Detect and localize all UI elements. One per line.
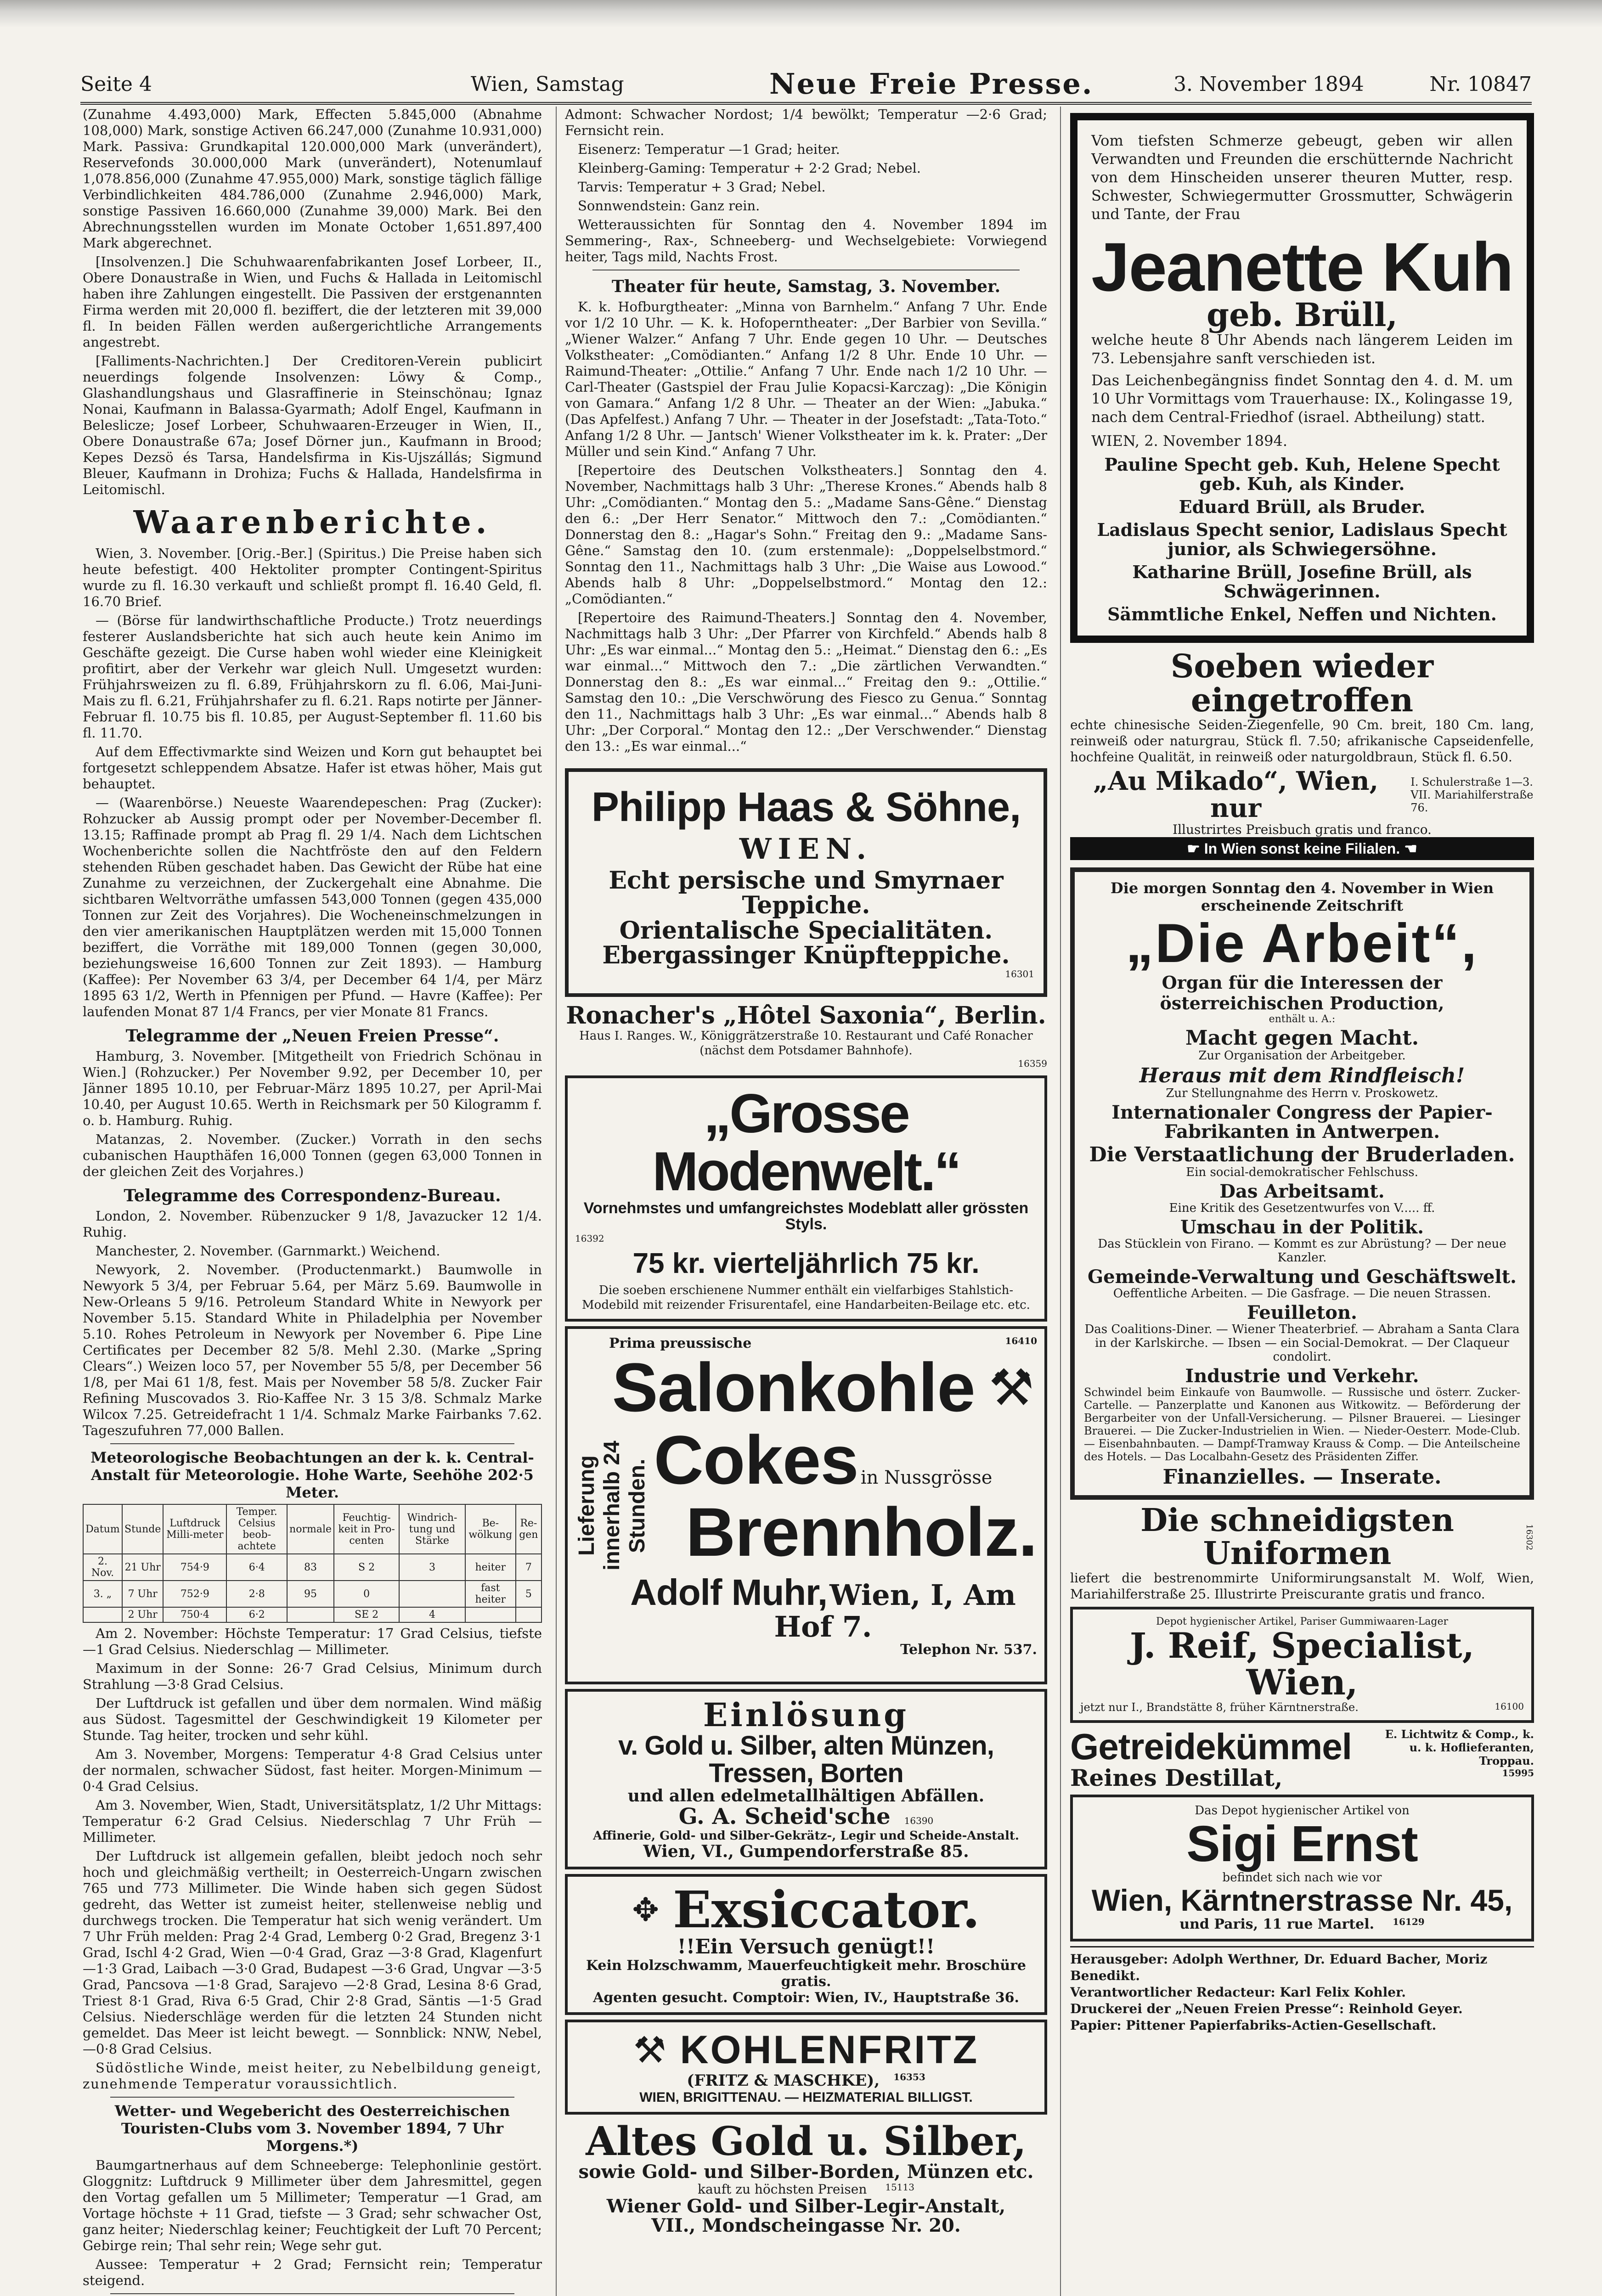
meteo-cell: 0 [334, 1581, 399, 1607]
meteo-row [83, 1554, 542, 1581]
death-family: Pauline Specht geb. Kuh, Helene Specht geb. Kuh, als Kinder. [1104, 454, 1500, 494]
death-name: Jeanette Kuh [1091, 228, 1513, 305]
page-number: Seite 4 [80, 73, 152, 96]
meteo-cell: 7 Uhr [122, 1581, 163, 1607]
hammers-icon: ⚒ [988, 1358, 1034, 1417]
ad-getr-title: Getreidekümmel [1070, 1726, 1352, 1767]
ad-ex-sub: !!Ein Versuch genügt!! [677, 1935, 935, 1958]
death-family: Eduard Brüll, als Bruder. [1179, 496, 1426, 517]
meteo-cell [399, 1581, 465, 1607]
ad-code: 16302 [1524, 1524, 1534, 1551]
column-2 [565, 107, 1047, 2296]
crest-icon: ✥ [632, 1891, 659, 1929]
ad-getreidekuemmel [1070, 1728, 1534, 1790]
ad-kohle-addr: Wien, I, Am Hof 7. [774, 1578, 1016, 1643]
ad-arb-item-sub: Eine Kritik des Gesetzentwurfes von V..... ff. [1169, 1201, 1435, 1216]
ad-arb-enth: enthält u. A.: [1269, 1013, 1336, 1025]
meteo-header-cell: Luftdruck Milli-meter [163, 1504, 226, 1554]
ad-kohle-firm: Adolf Muhr, [630, 1571, 828, 1613]
imprint-line: Druckerei der „Neuen Freien Presse“: Reinhold Geyer. [1070, 2001, 1463, 2017]
meteo-paragraph: Der Luftdruck ist allgemein gefallen, bleibt jedoch noch sehr hoch und gleichmäßig vertheilt; in Oesterreich-Ungarn zwischen 765 und 773 Millimeter. Die Winde haben sich gegen Südost gedreht, das Wetter ist zumeist heiter, stellenweise neblig und durchwegs trocken. Die Temperatur hat sich wenig verändert. Um 7 Uhr Früh melden: Prag 2·4 Grad, Lemberg 0·2 Grad, Bregenz 3·1 Grad, Ischl 4·2 Grad, Wien —0·4 Grad, Graz —3·8 Grad, Klagenfurt —1·3 Grad, Laibach —3·0 Grad, Budapest —3·6 Grad, Ungvar —3·5 Grad, Pancsova —1·8 Grad, Sarajevo —2·8 Grad, Lesina 8·6 Grad, Triest 8·1 Grad, Riva 6·5 Grad, Chir 2·8 Grad, Säntis —1·5 Grad Celsius. Niederschläge werden für die letzten 24 Stunden nicht gemeldet. Das Meer ist leicht bewegt. — Sonnblick: NNW, Nebel, —0·8 Grad Celsius. [83, 1848, 542, 2057]
meteo-cell: 95 [287, 1581, 334, 1607]
ad-sigi-ernst [1070, 1795, 1534, 1941]
waren-paragraph: Auf dem Effectivmarkte sind Weizen und Korn gut behauptet bei fortgesetzt schleppendem Absatze. Hafer ist etwas höher, Mais gut behauptet. [83, 744, 542, 792]
ad-kohle-side: Lieferung innerhalb 24 Stunden. [575, 1441, 649, 1571]
ad-modenwelt-sub: Vornehmstes und umfangreichstes Modeblatt aller grössten Styls. [583, 1199, 1029, 1233]
ad-getr-right: E. Lichtwitz & Comp., k. u. k. Hoflieferanten, Troppau. [1385, 1727, 1534, 1767]
meteo-cell: 750·4 [163, 1607, 226, 1622]
ad-ag-l4: VII., Mondscheingasse Nr. 20. [651, 2215, 961, 2237]
section-title-waren: Waarenberichte. [133, 504, 491, 541]
ad-haas-line: Echt persische und Smyrnaer Teppiche. [609, 866, 1004, 920]
ad-ag-title: Altes Gold u. Silber, [586, 2118, 1027, 2165]
corr-paragraph: Manchester, 2. November. (Garnmarkt.) Weichend. [96, 1243, 440, 1259]
ad-arb-item: Finanzielles. — Inserate. [1162, 1465, 1442, 1489]
ad-arb-title: „Die Arbeit“, [1126, 912, 1478, 974]
ad-uni-title: Die schneidigsten Uniformen [1140, 1502, 1454, 1572]
death-notice [1070, 113, 1534, 643]
meteo-cell: 5 [516, 1581, 542, 1607]
ad-ein-addr: Wien, VI., Gumpendorferstraße 85. [643, 1841, 969, 1861]
ad-modenwelt-note: Die soeben erschienene Nummer enthält ein vielfarbiges Stahlstich-Modebild mit reizender Frisurentafel, eine Handarbeiten-Beilage etc. etc. [582, 1283, 1030, 1312]
ad-haas-city: WIEN. [739, 832, 873, 866]
ad-getr-sub: Reines Destillat, [1070, 1764, 1283, 1791]
ad-ronacher-title: Ronacher's „Hôtel Saxonia“, Berlin. [566, 1001, 1046, 1030]
death-family: Katharine Brüll, Josefine Brüll, als Schwägerinnen. [1132, 562, 1472, 602]
ad-uni-text: liefert die bestrenommirte Uniformirungsanstalt M. Wolf, Wien, Mariahilferstraße 25. Illustrirte Preiscurante gratis und franco. [1070, 1570, 1534, 1602]
ad-reif-addr: jetzt nur I., Brandstätte 8, früher Kärntnerstraße. [1080, 1700, 1359, 1714]
corr-paragraph: Newyork, 2. November. (Productenmarkt.) Baumwolle in Newyork 5 3/4, per Februar 5.64, per März 5.69. Baumwolle in New-Orleans 5 9/16. Petroleum Standard White in Newyork per November 5.15. Standard White in Philadelphia per November 5.10. Rohes Petroleum in Newyork per November 6. Pipe Line Certificates per December 82 5/8. Mehl 2.30. (Marke „Spring Clears“.) Weizen loco 57, per November 55 5/8, per December 56 1/8, per Mai 61 1/8, fest. Mais per November 58 5/8. Zucker Fair Refining Muscovados 3. Rio-Kaffee Nr. 3 15 3/8. Schmalz Marke Wilcox 7.25. Getreidefracht 1 1/4. Schmalz Marke Fairbanks 7.62. Tageszufuhren 77,000 Ballen. [83, 1262, 542, 1438]
meteo-forecast: Südöstliche Winde, meist heiter, zu Nebelbildung geneigt, zunehmende Temperatur voraussichtlich. [83, 2060, 542, 2092]
ad-arb-item: Feuilleton. [1247, 1302, 1357, 1324]
waren-paragraph: — (Waarenbörse.) Neueste Waarendepeschen: Prag (Zucker): Rohzucker ab Aussig prompt oder per November-December fl. 13.15; Raffinade prompt ab Prag fl. 29 1/4. Nach dem Lichtschen Wochenberichte sollen die Nachtfröste den auf den Feldern stehenden Rüben geschadet haben. Das Gewicht der Rübe hat eine Zunahme zu verzeichnen, der Zuckergehalt eine Abnahme. Die sichtbaren Weltvorräthe umfassen 543,000 Tonnen (gegen 435,000 Tonnen zur Zeit des Vorjahres). Die Wocheneinschmelzungen in den vier amerikanischen Hauptplätzen werden mit 15,000 Tonnen beziffert, die Vorräthe mit 189,000 Tonnen (gegen 30,000, beziehungsweise 16,600 Tonnen zur Zeit 1893). — Hamburg (Kaffee): Per November 63 3/4, per December 64 1/4, per März 1895 63 1/2, Werth in Pfennigen per Pfund. — Havre (Kaffee): Per laufenden Monat 87 1/4 Francs, per vier Monate 81 Francs. [83, 795, 542, 1019]
meteo-paragraph: Am 3. November, Morgens: Temperatur 4·8 Grad Celsius unter der normalen, schwacher Südost, fast heiter. Morgen-Minimum —0·4 Grad Celsius. [83, 1746, 542, 1794]
ad-arb-item: Gemeinde-Verwaltung und Geschäftswelt. [1088, 1266, 1517, 1288]
meteo-header-cell: Re-gen [516, 1504, 542, 1554]
meteo-header-cell: normale [287, 1504, 334, 1554]
ad-salonkohle [565, 1326, 1047, 1684]
ad-soeben-title: Soeben wieder eingetroffen [1170, 647, 1434, 719]
ad-arb-item-sub: Schwindel beim Einkaufe von Baumwolle. — Russische und österr. Zucker-Cartelle. — Panzerplatte und Kanonen aus Witkowitz. — Beförderung der Bergarbeiter von der Unfall-Versicherung. — Pilsner Brauerei. — Liesinger Brauerei. — Die Zucker-Industrielien in Wien. — Nieder-Oesterr. Mode-Club. — Eisenbahnbauten. — Dampf-Tramway Krauss & Comp. — Die Anteilscheine des Hotels. — Das Localbahn-Gesetz des Präsidenten Ziffer. [1084, 1386, 1520, 1463]
ad-arb-item-sub: Zur Stellungnahme des Herrn v. Proskowetz. [1166, 1086, 1438, 1100]
insolvency-notice: [Insolvenzen.] Die Schuhwaarenfabrikanten Josef Lorbeer, II., Obere Donaustraße in Wien, und Fuchs & Hallada in Leitomischl haben ihre Zahlungen eingestellt. Die Passiven der erstgenannten Firma werden mit 20,000 fl. beziffert, die der letzteren mit 39,000 fl. In beiden Fällen werden außergerichtliche Arrangements angestrebt. [83, 254, 542, 350]
meteo-cell: S 2 [334, 1554, 399, 1581]
header-rule [80, 102, 1532, 105]
ad-die-arbeit [1070, 867, 1534, 1500]
death-date: WIEN, 2. November 1894. [1091, 432, 1288, 450]
falliment-notice: [Falliments-Nachrichten.] Der Creditoren-Verein publicirt neuerdings folgende Insolvenzen: Löwy & Comp., Glashandlungshaus und Glasraffinerie in Steinschönau; Ignaz Nonai, Kaufmann in Balassa-Gyarmath; Adolf Engel, Kaufmann in Beleslicze; Josef Lorbeer, Schuhwaaren-Erzeuger in Wien, II., Obere Donaustraße 67a; Josef Dörner jun., Kaufmann in Brood; Kepes Dezsö és Tarsa, Handelsfirma in Kis-Ujszállás; Sigmund Bleuer, Kaufmann in Drohiza; Fuchs & Hallada, Handelsfirma in Leitomischl. [83, 353, 542, 497]
meteo-cell: 3. „ [83, 1581, 122, 1607]
ad-modenwelt [565, 1075, 1047, 1322]
ad-kohle-3: Brennholz. [686, 1493, 1037, 1571]
ad-ronacher [565, 1002, 1047, 1071]
imprint-line: Verantwortlicher Redacteur: Karl Felix Kohler. [1070, 1985, 1406, 2000]
issue-number: Nr. 10847 [1429, 73, 1532, 96]
issue-date: 3. November 1894 [1173, 73, 1364, 96]
ad-mikado [1070, 649, 1534, 863]
meteo-cell: SE 2 [334, 1607, 399, 1622]
death-family: Sämmtliche Enkel, Neffen und Nichten. [1107, 604, 1497, 625]
weather-line: Kleinberg-Gaming: Temperatur + 2·2 Grad; Nebel. [578, 160, 921, 176]
ad-code: 15113 [885, 2182, 914, 2193]
ad-mikado-addr: I. Schulerstraße 1—3. VII. Mariahilferstraße 76. [1410, 775, 1534, 814]
meteo-cell: 2·8 [226, 1581, 287, 1607]
ad-kf-title: KOHLENFRITZ [680, 2028, 979, 2072]
death-family: Ladislaus Specht senior, Ladislaus Specht junior, als Schwiegersöhne. [1097, 519, 1507, 559]
ad-philipp-haas [565, 768, 1047, 997]
ad-code: 16100 [1495, 1700, 1524, 1712]
meteo-header-cell: Temper. Celsius beob-achtete [226, 1504, 287, 1554]
corr-paragraph: London, 2. November. Rübenzucker 9 1/8, Javazucker 12 1/4. Ruhig. [83, 1208, 542, 1240]
ad-mikado-name: „Au Mikado“, Wien, nur [1093, 766, 1379, 823]
death-text: welche heute 8 Uhr Abends nach längerem Leiden im 73. Lebensjahre sanft verschieden ist. [1091, 331, 1513, 367]
scan-edge [0, 0, 1602, 28]
ad-arb-head: Die morgen Sonntag den 4. November in Wien erscheinende Zeitschrift [1110, 879, 1494, 914]
theater-title: Theater für heute, Samstag, 3. November. [611, 277, 1001, 296]
death-text: Das Leichenbegängniss findet Sonntag den 4. d. M. um 10 Uhr Vormittags vom Trauerhause: IX., Kolingasse 19, nach dem Central-Friedhof (israel. Abtheilung) statt. [1091, 371, 1513, 426]
finance-paragraph: (Zunahme 4.493,000) Mark, Effecten 5.845,000 (Abnahme 108,000) Mark, sonstige Activen 66.247,000 (Zunahme 10.931,000) Mark. Passiva: Grundkapital 120.000,000 Mark (unverändert), Reservefonds 30.000,000 Mark (unverändert), Notenumlauf 1,078.856,000 (Zunahme 47.955,000) Mark, sonstige täglich fällige Verbindlichkeiten 484.786,000 (Zunahme 2.946,000) Mark, sonstige Passiven 16.660,000 (Zunahme 39,000) Mark. Bei den Abrechnungsstellen wurden im Monate October 1,651.897,400 Mark abgerechnet. [83, 107, 542, 251]
ad-sigi-paris: und Paris, 11 rue Martel. [1179, 1916, 1375, 1933]
imprint-line: Herausgeber: Adolph Werthner, Dr. Eduard Bacher, Moriz Benedikt. [1070, 1952, 1488, 1984]
ad-ronacher-sub: Haus I. Ranges. W., Königgrätzerstraße 10. Restaurant und Café Ronacher (nächst dem Potsdamer Bahnhofe). [579, 1029, 1033, 1058]
ad-ein-title: Einlösung [703, 1696, 909, 1734]
meteo-cell: fast heiter [465, 1581, 516, 1607]
weather-line: Admont: Schwacher Nordost; 1/4 bewölkt; Temperatur —2·6 Grad; Fernsicht rein. [565, 107, 1047, 138]
meteo-cell: 2 Uhr [122, 1607, 163, 1622]
meteo-header-cell: Datum [83, 1504, 122, 1554]
meteo-cell [516, 1607, 542, 1622]
touring-paragraph: Baumgartnerhaus auf dem Schneeberge: Telephonlinie gestört. Gloggnitz: Luftdruck 9 Millimeter über dem Jahresmittel, gegen den Vortag gefallen um 5 Millimeter; Temperatur —1 Grad, am Vortage höchste + 11 Grad, tiefste — 3 Grad; sehr schwacher Ost, ganz heiter; Niederschlag keiner; Feuchtigkeit der Luft 70 Percent; Gebirge rein; Thal sehr rein; Wege sehr gut. [83, 2157, 542, 2253]
ad-reif-title: J. Reif, Specialist, Wien, [1129, 1625, 1475, 1703]
imprint-line: Papier: Pittener Papierfabriks-Actien-Gesellschaft. [1070, 2018, 1437, 2033]
imprint [1070, 1946, 1534, 2034]
ad-arb-item-sub: Ein social-demokratischer Fehlschuss. [1186, 1165, 1418, 1180]
crossed-hammers-icon: ⚒ [633, 2028, 666, 2071]
meteo-header-cell: Be-wölkung [465, 1504, 516, 1554]
weather-line: Eisenerz: Temperatur —1 Grad; heiter. [578, 141, 840, 157]
theater-listing: K. k. Hofburgtheater: „Minna von Barnhelm.“ Anfang 7 Uhr. Ende vor 1/2 10 Uhr. — K. k. Hofoperntheater: „Der Barbier von Sevilla.“ „Wiener Walzer.“ Anfang 7 Uhr. Ende gegen 10 Uhr. — Deutsches Volkstheater: „Comödianten.“ Anfang 1/2 8 Uhr. Ende 10 Uhr. — Raimund-Theater: „Ottilie.“ Anfang 7 Uhr. Ende nach 1/2 10 Uhr. — Carl-Theater (Gastspiel der Frau Julie Kopacsi-Karczag): „Die Königin von Gamara.“ Anfang 1/2 8 Uhr. — Theater an der Wien: „Jabuka.“ (Das Apfelfest.) Anfang 7 Uhr. — Theater in der Josefstadt: „Tata-Toto.“ Anfang 1/2 8 Uhr. — Jantsch' Wiener Volkstheater im k. k. Prater: „Der Müller und sein Kind.“ Anfang 7 Uhr. [565, 299, 1047, 459]
meteo-cell: 752·9 [163, 1581, 226, 1607]
meteo-paragraph: Am 2. November: Höchste Temperatur: 17 Grad Celsius, tiefste —1 Grad Celsius. Niederschlag — Millimeter. [83, 1626, 542, 1657]
meteo-header-cell: Stunde [122, 1504, 163, 1554]
ad-kohle-head: Prima preussische [609, 1335, 752, 1352]
ad-arb-item: Umschau in der Politik. [1180, 1216, 1424, 1238]
ad-arb-item-sub: Das Coalitions-Diner. — Wiener Theaterbrief. — Abraham a Santa Clara in der Karlskirche. — Ibsen — ein Social-Demokrat. — Der Claqueur condolirt. [1084, 1322, 1520, 1364]
ad-code: 15995 [1502, 1767, 1534, 1778]
meteo-cell [83, 1607, 122, 1622]
meteo-title: Meteorologische Beobachtungen an der k. k. Central-Anstalt für Meteorologie. Hohe Warte, Seehöhe 202·5 Meter. [90, 1449, 534, 1501]
ad-mikado-bar-text: In Wien sonst keine Filialen. [1204, 840, 1400, 857]
touring-paragraph: Aussee: Temperatur + 2 Grad; Fernsicht rein; Temperatur steigend. [83, 2257, 542, 2288]
ad-code: 16129 [1393, 1916, 1425, 1928]
repertoire-raimund: [Repertoire des Raimund-Theaters.] Sonntag den 4. November, Nachmittags halb 3 Uhr: „Der Pfarrer von Kirchfeld.“ Abends halb 8 Uhr: „Es war einmal...“ Montag den 5.: „Heimat.“ Dienstag den 6.: „Es war einmal...“ Mittwoch den 7.: „Die zärtlichen Verwandten.“ Donnerstag den 8.: „Es war einmal...“ Freitag den 9.: „Ottilie.“ Samstag den 10.: „Die Verschwörung des Fiesco zu Genua.“ Sonntag den 11., Nachmittags halb 3 Uhr: „Es war einmal...“ Abends halb 8 Uhr: „Der Corporal.“ Montag den 12.: „Der Verschwender.“ Dienstag den 13.: „Es war einmal...“ [565, 610, 1047, 754]
ad-kohle-2: Cokes [654, 1421, 858, 1498]
column-rule [1060, 107, 1061, 2296]
meteo-cell: 6·4 [226, 1554, 287, 1581]
weather-line: Sonnwendstein: Ganz rein. [578, 198, 760, 214]
ad-altes-gold [565, 2119, 1047, 2237]
meteo-cell [287, 1607, 334, 1622]
meteo-paragraph: Der Luftdruck ist gefallen und über dem normalen. Wind mäßig aus Südost. Tagesmittel der Geschwindigkeit 19 Kilometer per Stunde. Tag heiter, trocken und sehr kühl. [83, 1695, 542, 1743]
ad-ex-l1: Kein Holzschwamm, Mauerfeuchtigkeit mehr. Broschüre gratis. [586, 1957, 1026, 1990]
ad-sigi-mid: befindet sich nach wie vor [1222, 1870, 1382, 1885]
masthead-title: Neue Freie Presse. [769, 67, 1094, 101]
telegram-paragraph: Matanzas, 2. November. (Zucker.) Vorrath in den sechs cubanischen Haupthäfen 16,000 Tonnen (gegen 63,000 Tonnen in der gleichen Zeit des Vorjahres.) [83, 1131, 542, 1179]
pointing-hand-icon: ☛ [1187, 840, 1200, 857]
ad-haas-line: Ebergassinger Knüpfteppiche. [602, 941, 1010, 970]
column-1 [83, 107, 542, 2296]
ad-kohle-1: Salonkohle [612, 1349, 975, 1426]
meteo-cell: 2. Nov. [83, 1554, 122, 1581]
ad-reif-head: Depot hygienischer Artikel, Pariser Gummiwaaren-Lager [1156, 1616, 1449, 1628]
meteo-cell: 7 [516, 1554, 542, 1581]
column-3 [1070, 107, 1534, 2296]
ad-arb-item: Internationaler Congress der Papier-Fabrikanten in Antwerpen. [1111, 1101, 1493, 1142]
meteo-header-cell: Feuchtig-keit in Pro-centen [334, 1504, 399, 1554]
telegram-paragraph: Hamburg, 3. November. [Mitgetheilt von Friedrich Schönau in Wien.] (Rohzucker.) Per November 9.92, per December 10, per Jänner 1895 10.10, per Februar-März 1895 10.27, per April-Mai 10.40, per August 10.65. Werth in Reichsmark per 50 Kilogramm f. o. b. Hamburg. Ruhig. [83, 1048, 542, 1128]
ad-exsiccator [565, 1874, 1047, 2015]
ad-mikado-l2: Illustrirtes Preisbuch gratis und franco. [1173, 822, 1432, 837]
ad-arb-item-sub: Zur Organisation der Arbeitgeber. [1198, 1048, 1406, 1063]
ad-code: 16353 [893, 2071, 925, 2082]
death-intro: Vom tiefsten Schmerze gebeugt, geben wir allen Verwandten und Freunden die erschütternde Nachricht von dem Hinscheiden unserer theuren Mutter, resp. Schwester, Schwiegermutter Grossmutter, Schwägerin und Tante, der Frau [1091, 132, 1513, 223]
ad-einloesung [565, 1689, 1047, 1869]
column-rule [556, 107, 557, 2296]
repertoire-volkstheater: [Repertoire des Deutschen Volkstheaters.] Sonntag den 4. November, Nachmittags halb 3 Uhr: „Therese Krones.“ Abends halb 8 Uhr: „Comödianten.“ Montag den 5.: „Madame Sans-Gêne.“ Dienstag den 6.: „Der Herr Senator.“ Mittwoch den 7.: „Comödianten.“ Donnerstag den 8.: „Hagar's Sohn.“ Freitag den 9.: „Madame Sans-Gêne.“ Samstag den 10. (zum erstenmale): „Doppelselbstmord.“ Sonntag den 11., Nachmittags halb 3 Uhr: „Die Waise aus Lowood.“ Abends halb 8 Uhr: „Doppelselbstmord.“ Montag den 12.: „Comödianten.“ [565, 462, 1047, 607]
page-header [80, 63, 1532, 105]
pointing-hand-icon: ☚ [1404, 840, 1417, 857]
waren-paragraph: — (Börse für landwirthschaftliche Producte.) Trotz neuerdings festerer Auslandsberichte hat sich auch heute kein Animo im Geschäfte gezeigt. Die Curse haben wohl wieder eine Kleinigkeit profitirt, aber der Verkehr war gleich Null. Umgesetzt wurden: Frühjahrsweizen zu fl. 6.89, Frühjahrskorn zu fl. 6.06, Mai-Juni-Mais zu fl. 6.21, Frühjahrshafer zu fl. 6.21. Raps notirte per Jänner-Februar fl. 10.75 bis fl. 10.85, per August-September fl. 11.60 bis fl. 11.70. [83, 613, 542, 741]
section-title-telegramme: Telegramme der „Neuen Freien Presse“. [125, 1026, 499, 1046]
meteo-cell: 21 Uhr [122, 1554, 163, 1581]
ad-ein-l1: v. Gold u. Silber, alten Münzen, Tressen, Borten [618, 1730, 994, 1789]
meteo-cell: 4 [399, 1607, 465, 1622]
ad-modenwelt-title: „Grosse Modenwelt.“ [652, 1082, 960, 1202]
section-title-correspondenz: Telegramme des Correspondenz-Bureau. [124, 1186, 501, 1205]
meteo-cell: 754·9 [163, 1554, 226, 1581]
meteo-paragraph: Am 3. November, Wien, Stadt, Universitätsplatz, 1/2 Uhr Mittags: Temperatur 6·2 Grad Celsius. Niederschlag 7 Uhr Früh — Millimeter. [83, 1797, 542, 1845]
weather-line: Tarvis: Temperatur + 3 Grad; Nebel. [578, 179, 826, 195]
divider [110, 1443, 514, 1444]
ad-arb-item: Macht gegen Macht. [1185, 1026, 1419, 1050]
ad-mikado-bar [1070, 837, 1534, 860]
meteo-header-cell: Windrich-tung und Stärke [399, 1504, 465, 1554]
meteo-cell: 83 [287, 1554, 334, 1581]
ad-reif [1070, 1607, 1534, 1723]
ad-kohle-2b: in Nussgrösse [860, 1467, 993, 1488]
weather-outlook: Wetteraussichten für Sonntag den 4. November 1894 im Semmering-, Rax-, Schneeberg- und Wechselgebiete: Vorwiegend heiter, Tags mild, Nachts Frost. [565, 217, 1047, 264]
ad-arb-item: Das Arbeitsamt. [1219, 1181, 1385, 1203]
ad-soeben-text: echte chinesische Seiden-Ziegenfelle, 90 Cm. breit, 180 Cm. lang, reinweiß oder naturgrau, Stück fl. 7.50; afrikanische Capseidenfelle, hochfeine Qualität, in reinweiß oder naturgoldbraun, Stück fl. 6.50. [1070, 717, 1534, 765]
ad-haas-line: Orientalische Specialitäten. [619, 916, 993, 945]
meteo-table [83, 1504, 542, 1623]
ad-code: 16301 [1005, 968, 1034, 979]
ad-arb-item: Industrie und Verkehr. [1185, 1365, 1419, 1387]
ad-ein-l3: Affinerie, Gold- und Silber-Gekrätz-, Legir und Scheide-Anstalt. [593, 1829, 1019, 1843]
ad-arb-item-sub: Das Stücklein von Firano. — Kommt es zur Abrüstung? — Der neue Kanzler. [1098, 1237, 1506, 1265]
ad-code: 16392 [575, 1232, 604, 1244]
meteo-row [83, 1607, 542, 1622]
meteo-cell: 6·2 [226, 1607, 287, 1622]
ad-haas-name: Philipp Haas & Söhne, [591, 784, 1021, 830]
ad-sigi-addr: Wien, Kärntnerstrasse Nr. 45, [1091, 1883, 1513, 1917]
ad-arb-item: Die Verstaatlichung der Bruderladen. [1089, 1142, 1515, 1166]
ad-sigi-name: Sigi Ernst [1186, 1816, 1418, 1873]
waren-paragraph: Wien, 3. November. [Orig.-Ber.] (Spiritus.) Die Preise haben sich heute befestigt. 400 Hektoliter prompter Contingent-Spiritus wurde zu fl. 16.30 verkauft und schließt prompt fl. 16.40 Geld, fl. 16.70 Brief. [83, 546, 542, 609]
meteo-row [83, 1581, 542, 1607]
ad-ein-firm: G. A. Scheid'sche [678, 1804, 891, 1830]
ad-ein-l2: und allen edelmetallhältigen Abfällen. [627, 1786, 985, 1806]
meteo-paragraph: Maximum in der Sonne: 26·7 Grad Celsius, Minimum durch Strahlung —3·8 Grad Celsius. [83, 1660, 542, 1692]
ad-arb-item-sub: Oeffentliche Arbeiten. — Die Gasfrage. — Die neuen Strassen. [1113, 1287, 1491, 1301]
divider [110, 2097, 514, 2098]
ad-ex-l2: Agenten gesucht. Comptoir: Wien, IV., Hauptstraße 36. [593, 1989, 1019, 2006]
ad-arb-sub: Organ für die Interessen der österreichischen Production, [1160, 972, 1444, 1013]
ad-ag-l2: kauft zu höchsten Preisen [698, 2182, 867, 2197]
ad-code: 16410 [1005, 1335, 1037, 1347]
meteo-cell [465, 1607, 516, 1622]
ad-sigi-head: Das Depot hygienischer Artikel von [1195, 1804, 1410, 1818]
ad-arb-item: Heraus mit dem Rindfleisch! [1139, 1064, 1465, 1087]
ad-ex-title: Exsiccator. [672, 1880, 980, 1940]
divider [110, 2293, 514, 2294]
place-day: Wien, Samstag [471, 73, 624, 96]
ad-ag-l3: Wiener Gold- und Silber-Legir-Anstalt, [606, 2195, 1006, 2217]
ad-kf-addr: WIEN, BRIGITTENAU. — HEIZMATERIAL BILLIGST. [639, 2089, 973, 2105]
ad-code: 16390 [904, 1815, 934, 1827]
ad-kohlenfritz [565, 2020, 1047, 2115]
ad-uniformen [1070, 1504, 1534, 1602]
ad-modenwelt-price: 75 kr. vierteljährlich 75 kr. [632, 1247, 980, 1279]
meteo-cell: 3 [399, 1554, 465, 1581]
ad-kohle-tel: Telephon Nr. 537. [900, 1641, 1037, 1658]
ad-kf-sub: (FRITZ & MASCHKE), [687, 2071, 880, 2090]
ad-code: 16359 [1018, 1058, 1047, 1069]
touring-title: Wetter- und Wegebericht des Oesterreichischen Touristen-Clubs vom 3. November 1894, 7 Uhr Morgens.*) [114, 2102, 510, 2155]
death-nee: geb. Brüll, [1207, 296, 1398, 334]
ad-ag-l1: sowie Gold- und Silber-Borden, Münzen etc. [578, 2161, 1034, 2183]
meteo-cell: heiter [465, 1554, 516, 1581]
